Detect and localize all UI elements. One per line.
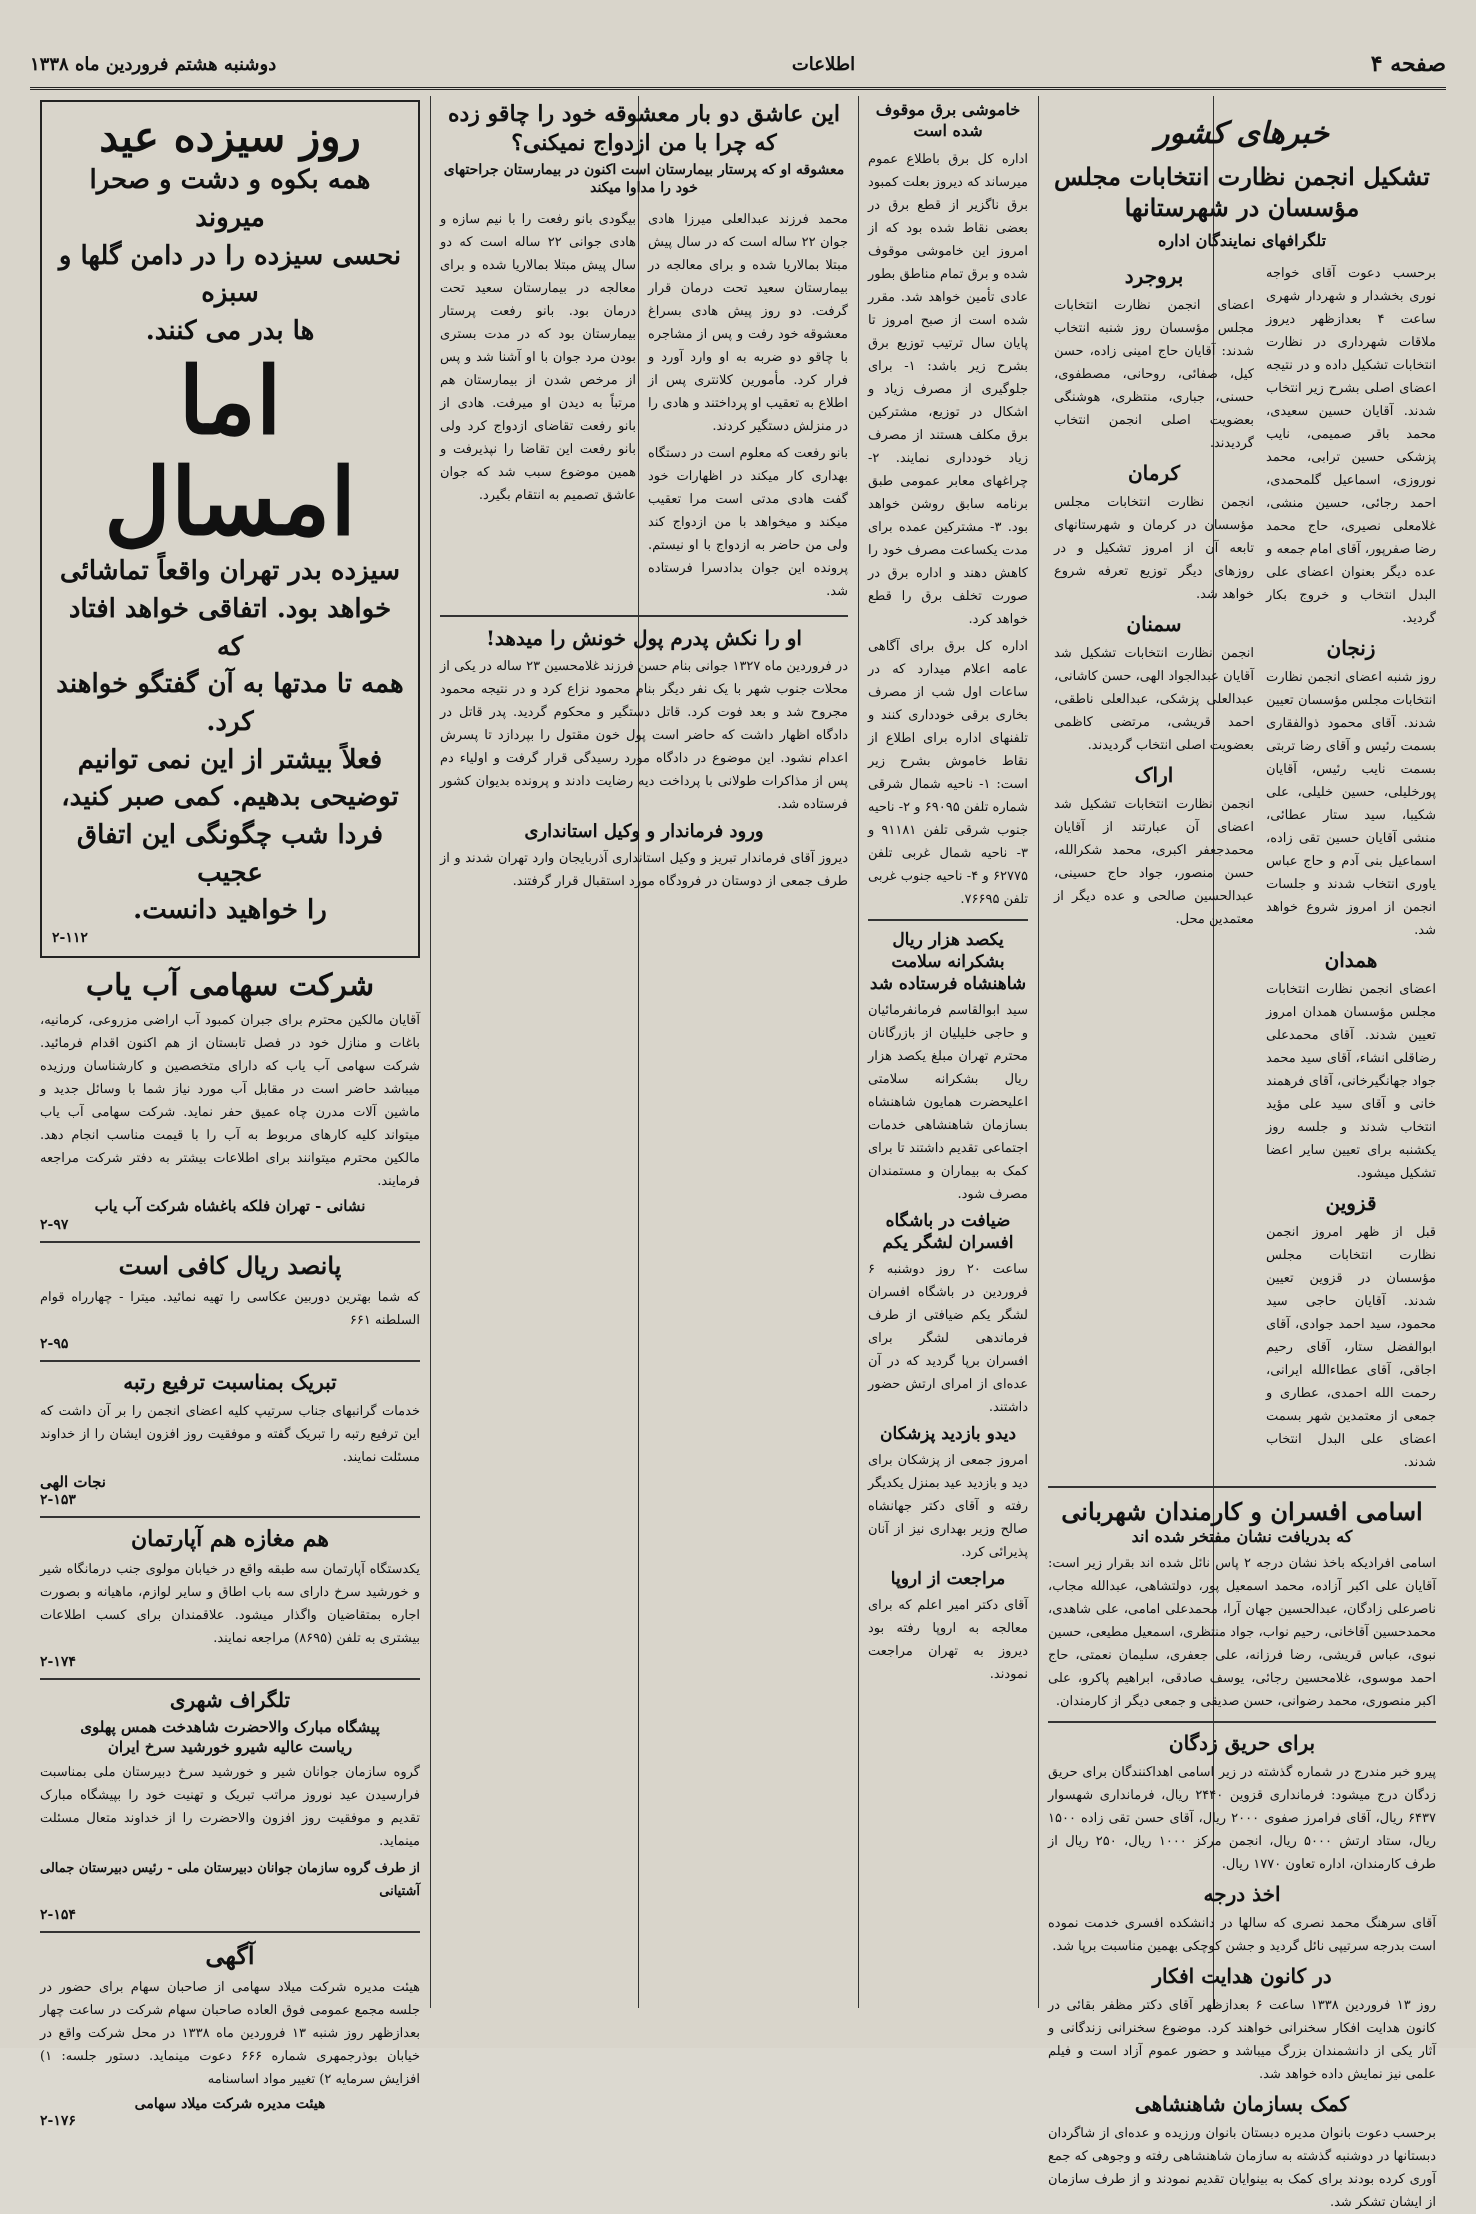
article-body: سید ابوالقاسم فرمانفرمائیان و حاجی خلیلیان از بازرگانان محترم تهران مبلغ یکصد هزار ریال بشکرانه سلامتی اعلیحضرت همایون شاهنشاه بسازمان شاهنشاهی خدمات اجتماعی تقدیم داشتند تا برای کمک به بیماران و مستمندان مصرف شود. (868, 1002, 1028, 1202)
city-heading-kerman: کرمان (1127, 461, 1181, 486)
headline-police-officers: اسامی افسران و کارمندان شهربانی (1061, 1497, 1423, 1527)
ad-line: همه بکوه و دشت و صحرا میروند (89, 165, 371, 234)
ad-line: را خواهید دانست. (133, 895, 327, 926)
ad-line: فردا شب چگونگی این اتفاق عجیب (76, 820, 384, 888)
article-body: برحسب دعوت بانوان مدیره دبستان بانوان ورزیده و عده‌ای از شاگردان دبستانها در دوشنبه گذشته به سازمان شاهنشاهی رفته و وجوهی که جمع آوری کرده بودند برای کمک به بینوایان تقدیم نمودند و از طرف سازمان از ایشان تشکر شد. (1048, 2126, 1436, 2211)
article-body: انجمن نظارت انتخابات تشکیل شد اعضای آن عبارتند از آقایان محمدجعفر اکبری، محمد شکرالله، حسن منصور، جواد حاج حسینی، عبدالحسین صالحی و عده دیگر از معتمدین محل. (1054, 797, 1254, 928)
ad-line: ها بدر می کنند. (145, 316, 315, 347)
article-body: آقای سرهنگ محمد نصری که سالها در دانشکده افسری خدمت نموده است بدرجه سرتیپی نائل گردید و جشن کوچکی بهمین مناسبت برپا شد. (1048, 1916, 1436, 1955)
ad-title-congrats: تبریک بمناسبت ترفیع رتبه (123, 1369, 337, 1394)
ad-body: که شما بهترین دوربین عکاسی را تهیه نمائید. میترا - چهارراه قوام السلطنه ۶۶۱ (40, 1289, 420, 1328)
city-heading-qazvin: قزوین (1325, 1191, 1377, 1216)
ad-code: ۲-۹۷ (40, 1216, 69, 1233)
ad-address: نشانی - تهران فلکه باغشاه شرکت آب یاب (94, 1197, 366, 1216)
article-body: اعضای انجمن نظارت انتخابات مجلس مؤسسان همدان امروز تعیین شدند. آقای محمدعلی رضاقلی انشاء، آقای سید محمد جواد جهانگیرخانی، آقای فرهمند خانی و آقای سید علی مؤید انتخاب شدند و جلسه روز یکشنبه برای تعیین سایر اعضا تشکیل میشود. (1266, 982, 1436, 1182)
article-body: روز ۱۳ فروردین ۱۳۳۸ ساعت ۶ بعدازظهر آقای دکتر مظفر بقائی در کانون هدایت افکار سخنرانی خواهند کرد. موضوع سخنرانی زندگانی و آثار یکی از دانشمندان بزرگ میباشد و حضور عموم آزاد است و فیلم علمی نیز نمایش داده خواهد شد. (1048, 1998, 1437, 2083)
article-body: اسامی افرادیکه باخذ نشان درجه ۲ پاس نائل شده اند بقرار زیر است: آقایان علی اکبر آزاده، محمد اسمعیل پور، دولتشاهی، عبدالله مجاب، ناصرعلی زادگان، عبدالحسین جهان آرا، محمدعلی امامی، علی شاهدی، محمدحسین آقاخانی، رحیم نواب، جواد منتظری، اسمعیل مطیعی، حسین نبوی، عباس قریشی، رضا فرزانه، علی جعفری، سلیمان نعمتی، حاج احمد موسوی، غلامحسین رجائی، یوسف صادقی، ابراهیم پاکرو، علی اکبر منصوری، محمد رضوانی، حسن صدیقی و جمعی دیگر از کارمندان. (1048, 1556, 1436, 1710)
page-header (30, 44, 1446, 84)
ad-line: سیزده بدر تهران واقعاً تماشائی (59, 556, 401, 587)
ad-line: نحسی سیزده را در دامن گلها و سبزه (58, 240, 402, 309)
ad-code: ۲-۹۵ (40, 1335, 69, 1352)
article-body: انجمن نظارت انتخابات تشکیل شد آقایان عبدالجواد الهی، حسن کاشانی، عبدالعلی پزشکی، عبدالعلی ناطقی، احمد قریشی، مرتضی کاظمی بعضویت اصلی انتخاب گردیدند. (1054, 646, 1254, 754)
ad-line: خواهد بود. اتفاقی خواهد افتاد که (68, 593, 392, 662)
article-body: بیگودی بانو رفعت را با نیم سازه و هادی جوانی ۲۲ ساله است که دو سال پیش مبتلا بمالاریا شده و برای معالجه در بیمارستان سعید تحت درمان بود. بانو رفعت پرستار بیمارستان بود که در مدت بستری بودن مرد جوان با او آشنا شد و پس از مرخص شدن از بیمارستان هم مرتباً به دیدن او میرفت. هادی از بانو رفعت تقاضای ازدواج کرد ولی بانو رفعت این تقاضا را نپذیرفت و همین موضوع سبب شد که جوان عاشق تصمیم به انتقام بگیرد. (440, 211, 636, 503)
city-heading-zanjan: زنجان (1326, 636, 1376, 661)
masthead: اطلاعات (791, 53, 856, 75)
article-body: قبل از ظهر امروز انجمن نظارت انتخابات مجلس مؤسسان در قزوین تعیین شدند. آقایان حاجی سید محمود، سید احمد جوادی، آقای ابوالفضل ستار، آقای رحیم اجاقی، آقای عطاءالله ایرانی، رحمت الله احمدی، عطاری و جمعی از معتمدین شهر بسمت اعضای علی البدل انتخاب شدند. (1266, 1225, 1436, 1471)
article-body: برحسب دعوت آقای خواجه نوری بخشدار و شهردار شهری ساعت ۴ بعدازظهر دیروز ملاقات شهرداری در نظارت انتخابات تشکیل داده و در نتیجه اعضای اصلی بشرح زیر انتخاب شدند. آقایان حسین سعیدی، محمد باقر صمیمی، نایب پزشکی حسین ترابی، محمد نوروزی، اسماعیل گلمحمدی، احمد رجائی، حسین منشی، غلامعلی نصیری، حاج محمد رضا صفرپور، آقای امام جمعه و عده دیگر بعنوان اعضای علی البدل انتخاب و خروج بکار گردید. (1266, 266, 1437, 627)
article-body: محمد فرزند عبدالعلی میرزا هادی جوان ۲۲ ساله است که در سال پیش مبتلا بمالاریا شده و برای معالجه در بیمارستان سعید تحت درمان قرار گرفت. دو روز پیش هادی بسراغ معشوقه خود رفت و پس از مشاجره با چاقو دو ضربه به او وارد آورد و فرار کرد. مأمورین کلانتری پس از اطلاع به تعقیب او پرداختند و هادی را در منزلش دستگیر کردند. (648, 211, 848, 434)
ad-body: خدمات گرانبهای جناب سرتیپ کلیه اعضای انجمن را بر آن داشت که این ترفیع رتبه را تبریک گفته و موفقیت روز افزون ایشان را از خداوند مسئلت نمایند. (40, 1403, 420, 1465)
city-heading-semnan: سمنان (1126, 612, 1182, 637)
article-body: انجمن نظارت انتخابات مجلس مؤسسان در کرمان و شهرستانهای تابعه آن از امروز تشکیل و در روزهای دیگر توزیع تعرفه شروع خواهد شد. (1054, 495, 1254, 603)
column-lover-story (430, 96, 858, 2008)
ad-code: ۲-۱۱۲ (52, 930, 88, 947)
column-ads (30, 96, 430, 2130)
article-body: ساعت ۲۰ روز دوشنبه ۶ فروردین در باشگاه افسران لشگر یکم ضیافتی از طرف فرماندهی لشگر برای افسران برپا گردید که در آن عده‌ای از امرای ارتش حضور داشتند. (868, 1262, 1028, 1416)
ad-body: هیئت مدیره شرکت میلاد سهامی از صاحبان سهام برای حضور در جلسه مجمع عمومی فوق العاده صاحبان سهام شرکت در ساعت چهار بعدازظهر روز شنبه ۱۳ فروردین ماه ۱۳۳۸ در محل شرکت واقع در خیابان بوذرجمهری شماره ۶۶۶ دعوت مینماید. دستور جلسه: ۱) افزایش سرمایه ۲) تغییر مواد اساسنامه (40, 1980, 420, 2088)
headline-cultural-center: در کانون هدایت افکار (1152, 1964, 1332, 1989)
subhead-lover-knife: معشوقه او که پرستار بیمارستان است اکنون در بیمارستان جراحتهای خود را مداوا میکند (443, 162, 845, 197)
ad-title-notice: آگهی (205, 1941, 255, 1971)
ad-subhead: پیشگاه مبارک والاحضرت شاهدخت همس پهلوی (80, 1718, 380, 1737)
article-body: آقای دکتر امیر اعلم که برای معالجه به اروپا رفته بود دیروز به تهران مراجعت نمودند. (868, 1598, 1028, 1683)
article-body: در فروردین ماه ۱۳۲۷ جوانی بنام حسن فرزند غلامحسین ۲۳ ساله در یکی از محلات جنوب شهر با یک نفر دیگر بنام محمود نزاع کرد و در نتیجه محمود مجروح شد و بعد فوت کرد. قاتل دستگیر و محکوم گردید. پدر قاتل در دادگاه اظهار داشت که حاضر است پول خون مقتول را بپردازد تا پسرش اعدام نشود. این موضوع در دادگاه مورد رسیدگی قرار گرفت و اولیاء دم پس از مذاکرات طولانی با پرداخت دیه رضایت دادند و پرونده بدیوان کشور فرستاده شد. (440, 658, 848, 812)
ad-big-word: اما امسال (104, 346, 356, 557)
article-body: اداره کل برق برای آگاهی عامه اعلام میدارد که در ساعات اول شب از مصرف بخاری برقی خودداری کنند و تلفنهای اداره برای اطلاع از نقاط خاموش بشرح زیر است: ۱- ناحیه شمال شرقی شماره تلفن ۶۹۰۹۵ و ۲- ناحیه جنوب شرقی تلفن ۹۱۱۸۱ و ۳- ناحیه شمال غربی تلفن ۶۲۷۷۵ و ۴- ناحیه جنوب غربی تلفن ۷۶۶۹۵. (868, 638, 1028, 907)
headline-lover-knife: این عاشق دو بار معشوقه خود را چاقو زده که چرا با من ازدواج نمیکنی؟ (447, 101, 841, 156)
headline-fire-victims: برای حریق زدگان (1168, 1731, 1316, 1756)
article-body: اداره کل برق باطلاع عموم میرساند که دیروز بعلت کمبود برق ناگزیر از قطع برق در بعضی نقاط شده بود که از امروز این خاموشی موقوف شده و برق تمام مناطق بطور عادی تأمین خواهد شد. مقرر شده است از صبح امروز تا پایان سال ترتیب توزیع برق بشرح زیر باشد: ۱- برای جلوگیری از مصرف زیاد و اشکال در توزیع، مشترکین برق مکلف هستند از مصرف زیاد خودداری نمایند. ۲- چراغهای معابر عمومی طبق برنامه سابق روشن خواهد بود. ۳- مشترکین عمده برای مدت یکساعت مصرف خود را کاهش دهند و اداره برق در صورت تخلف برق را قطع خواهد کرد. (868, 151, 1029, 627)
ad-body: آقایان مالکین محترم برای جبران کمبود آب اراضی مزروعی، کرمانیه، باغات و منازل خود در فصل تابستان از هم اکنون اقدام فرمائید. شرکت سهامی آب یاب که دارای متخصصین و کارشناسان ورزیده میباشد حاضر است در مقابل آب مورد نیاز شما با وسائل جدید و ماشین آلات مدرن چاه عمیق حفر نماید. شرکت سهامی آب یاب میتواند کلیه کارهای مربوط به آب را با قیمت مناسب انجام دهد. مالکین محترم میتوانند برای اطلاعات بیشتر به دفتر شرکت مراجعه فرمایند. (40, 1013, 420, 1190)
ad-headline: روز سیزده عید (99, 112, 361, 161)
page-number: صفحه ۴ (1370, 51, 1446, 77)
ad-code: ۲-۱۷۶ (40, 2113, 76, 2130)
ad-title-telegram: تلگراف شهری (169, 1688, 291, 1713)
ad-signature: هیئت مدیره شرکت میلاد سهامی (134, 2096, 326, 2113)
headline-promotion: اخذ درجه (1203, 1882, 1281, 1907)
ad-signature: از طرف گروه سازمان جوانان دبیرستان ملی - رئیس دبیرستان جمالی آشتیانی (40, 1861, 420, 1900)
article-body: اعضای انجمن نظارت انتخابات مجلس مؤسسان روز شنبه انتخاب شدند: آقایان حاج امینی زاده، حسن کیل، صفائی، روحانی، مصطفوی، حسنی، جباری، منتظری، هوشنگی بعضویت اصلی انجمن انتخاب گردیدند. (1054, 298, 1254, 452)
ad-title-camera: پانصد ریال کافی است (118, 1250, 342, 1280)
ad-code: ۲-۱۵۳ (40, 1492, 76, 1509)
ad-code: ۲-۱۵۴ (40, 1907, 76, 1924)
ad-line: همه تا مدتها به آن گفتگو خواهند کرد. (56, 669, 404, 737)
article-body: پیرو خبر مندرج در شماره گذشته در زیر اسامی اهداکنندگان برای حریق زدگان درج میشود: فرمانداری قزوین ۲۴۴۰ ریال، فرمانداری شهسوار ۶۴۳۷ ریال، آقای فرامرز صفوی ۲۰۰۰ ریال، آقای حسن تقی زاده ۱۵۰۰ ریال، ستاد ارتش ۵۰۰۰ ریال، انجمن مرکز ۱۰۰۰ ریال، ۲۵۰ ریال از طرف کارمندان، اداره تعاون ۱۷۷۰ ریال. (1048, 1765, 1437, 1873)
headline-return-europe: مراجعت از اروپا (890, 1569, 1006, 1590)
article-body: امروز جمعی از پزشکان برای دید و بازدید عید بمنزل یکدیگر رفته و آقای دکتر جهانشاه صالح وزیر بهداری نیز از آنان پذیرائی کرد. (868, 1453, 1028, 1561)
ad-sizdah-bedar (40, 100, 420, 958)
article-body: دیروز آقای فرماندار تبریز و وکیل استانداری آذربایجان وارد تهران شدند و از طرف جمعی از دوستان در فرودگاه مورد استقبال قرار گرفتند. (440, 850, 848, 889)
city-heading-arak: اراک (1134, 763, 1174, 788)
headline-doctors-visit: دیدو بازدید پزشکان (879, 1424, 1017, 1445)
subhead-election-council: تلگرافهای نمایندگان اداره (1157, 231, 1327, 251)
subcolumn-left (1054, 258, 1254, 1478)
ad-body: گروه سازمان جوانان شیر و خورشید سرخ دبیرستان ملی بمناسبت فرارسیدن عید نوروز مراتب تبریک و تهنیت خود را بپیشگاه مبارک تقدیم و موفقیت روز افزون والاحضرت را از خداوند متعال مسئلت مینماید. (40, 1765, 420, 1850)
article-body: روز شنبه اعضای انجمن نظارت انتخابات مجلس مؤسسان تعیین شدند. آقای محمود ذوالفقاری بسمت رئیس و آقای رضا تربتی بسمت نایب رئیس، آقایان پورخلیلی، حسین خلیلی، علی شکیبا، سید ستار عطائی، منشی آقایان حسین تقی زاده، اسماعیل بنی آدم و حاج عباس یاوری انتخاب شدند و جلسات انجمن از امروز شروع خواهد شد. (1266, 670, 1436, 939)
ad-body: یکدستگاه آپارتمان سه طبقه واقع در خیابان مولوی جنب درمانگاه شیر و خورشید سرخ دارای سه باب اطاق و سایر لوازم، ماهیانه و بصورت اجاره بمتقاضیان واگذار میشود. علاقمندان برای کسب اطلاعات بیشتری به تلفن (۸۶۹۵) مراجعه نمایند. (40, 1562, 420, 1647)
column-country-news (1038, 96, 1446, 2211)
headline-electricity: خاموشی برق موقوف شده است (875, 100, 1021, 140)
ad-code: ۲-۱۷۴ (40, 1654, 76, 1671)
subhead-police-officers: که بدریافت نشان مفتخر شده اند (1131, 1527, 1353, 1547)
headline-charity-aid: کمک بسازمان شاهنشاهی (1134, 2092, 1350, 2117)
section-title-country-news: خبرهای کشور (1154, 116, 1330, 151)
headline-donation: یکصد هزار ریال بشکرانه سلامت شاهنشاه فرستاده شد (869, 929, 1027, 994)
ad-title-abyab: شرکت سهامی آب یاب (85, 968, 375, 1004)
ad-title-apartment: هم مغازه هم آپارتمان (131, 1526, 329, 1553)
ad-line: توضیحی بدهیم. کمی صبر کنید، (61, 782, 399, 813)
ad-signature: نجات الهی (40, 1472, 106, 1491)
headline-election-council: تشکیل انجمن نظارت انتخابات مجلس مؤسسان در شهرستانها (1054, 162, 1430, 223)
article-body: بانو رفعت که معلوم است در دستگاه بهداری کار میکند در اظهارات خود گفت هادی مدتی است مرا تعقیب میکند و میخواهد با من ازدواج کند ولی من حاضر به ازدواج با او نیستم. پرونده این جوان بدادسرا فرستاده شد. (648, 445, 848, 599)
headline-blood-money: او را نکش پدرم پول خونش را میدهد! (486, 625, 802, 650)
city-heading-borujerd: بروجرد (1124, 264, 1184, 289)
city-heading-hamedan: همدان (1324, 948, 1378, 973)
subcolumn-right (1266, 258, 1436, 1478)
headline-governor-arrival: ورود فرماندار و وکیل استانداری (524, 820, 764, 842)
issue-date: دوشنبه هشتم فروردین ماه ۱۳۳۸ (30, 53, 277, 75)
ad-subhead: ریاست عالیه شیرو خورشید سرخ ایران (107, 1737, 353, 1756)
headline-officers-club: ضیافت در باشگاه افسران لشگر یکم (882, 1210, 1014, 1253)
column-electricity (858, 96, 1038, 2008)
ad-line: فعلاً بیشتر از این نمی توانیم (77, 744, 383, 775)
